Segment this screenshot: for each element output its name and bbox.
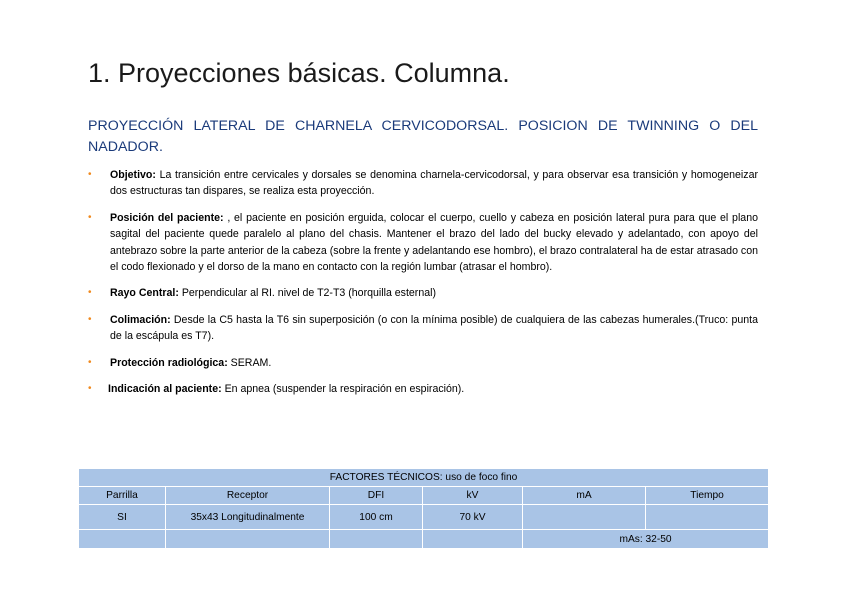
header-dfi: DFI: [330, 487, 423, 505]
bullet-indicacion: [88, 381, 758, 397]
table-mas-row: [79, 530, 769, 549]
bullet-label: Protección radiológica:: [110, 356, 228, 369]
cell-empty: [423, 530, 523, 549]
cell-empty: [166, 530, 330, 549]
cell-dfi: 100 cm: [330, 505, 423, 530]
bullet-text: Perpendicular al RI. nivel de T2-T3 (horquilla esternal): [178, 287, 436, 300]
section-subtitle: PROYECCIÓN LATERAL DE CHARNELA CERVICODORSAL. POSICION DE TWINNING O DEL NADADOR.: [88, 118, 758, 155]
bullet-dot-icon: •: [88, 287, 92, 299]
cell-empty: [330, 530, 423, 549]
bullet-list: [88, 167, 758, 407]
bullet-label: Objetivo:: [110, 169, 156, 181]
bullet-text: La transición entre cervicales y dorsales se denomina charnela-cervicodorsal, y para observar esa transición y homogeneizar dos estructuras tan dispares, se realiza esta proyección.: [110, 169, 758, 198]
header-tiempo: Tiempo: [646, 487, 769, 505]
bullet-dot-icon: •: [88, 383, 92, 395]
bullet-dot-icon: •: [88, 211, 92, 223]
table-header-row: [79, 487, 769, 505]
cell-empty: [79, 530, 166, 549]
cell-tiempo: [646, 505, 769, 530]
cell-receptor: 35x43 Longitudinalmente: [166, 505, 330, 530]
bullet-label: Posición del paciente:: [110, 211, 224, 224]
bullet-objetivo: [88, 167, 758, 200]
table-caption: FACTORES TÉCNICOS: uso de foco fino: [79, 469, 769, 487]
table-row: [79, 505, 769, 530]
bullet-posicion: [88, 210, 758, 276]
page-title: 1. Proyecciones básicas. Columna.: [88, 58, 510, 88]
bullet-dot-icon: •: [88, 313, 92, 325]
cell-parrilla: SI: [79, 505, 166, 530]
cell-ma: [523, 505, 646, 530]
header-kv: kV: [423, 487, 523, 505]
header-parrilla: Parrilla: [79, 487, 166, 505]
bullet-dot-icon: •: [88, 356, 92, 368]
bullet-colimacion: [88, 312, 758, 345]
technical-factors-table: [78, 468, 769, 549]
bullet-label: Rayo Central:: [110, 287, 179, 300]
bullet-proteccion: [88, 355, 758, 371]
bullet-rayo-central: [88, 285, 758, 301]
bullet-label: Colimación:: [110, 313, 171, 326]
bullet-text: , el paciente en posición erguida, colocar el cuerpo, cuello y cabeza en posición lateral pura para que el plano sagital del paciente quede paralelo al plano del chasis. Mantener el brazo del lado del bucky elevado y adelantado, con apoyo del antebrazo sobre la parte anterior de la cabeza (sobre la frente y adelantando ese hombro), el brazo contralateral ha de estar atrasado con el codo flexionado y el dorso de la mano en contacto con la región lumbar (atrasar el hombro).: [110, 211, 758, 274]
bullet-label: Indicación al paciente:: [108, 383, 222, 396]
bullet-text: Desde la C5 hasta la T6 sin superposición (o con la mínima posible) de cualquiera de las cabezas humerales.(Truco: punta de la escápula es T7).: [110, 313, 758, 343]
header-ma: mA: [523, 487, 646, 505]
cell-mas: mAs: 32-50: [523, 530, 769, 549]
bullet-dot-icon: •: [88, 169, 92, 180]
cell-kv: 70 kV: [423, 505, 523, 530]
bullet-text: SERAM.: [227, 356, 272, 369]
bullet-text: En apnea (suspender la respiración en espiración).: [221, 383, 465, 396]
header-receptor: Receptor: [166, 487, 330, 505]
